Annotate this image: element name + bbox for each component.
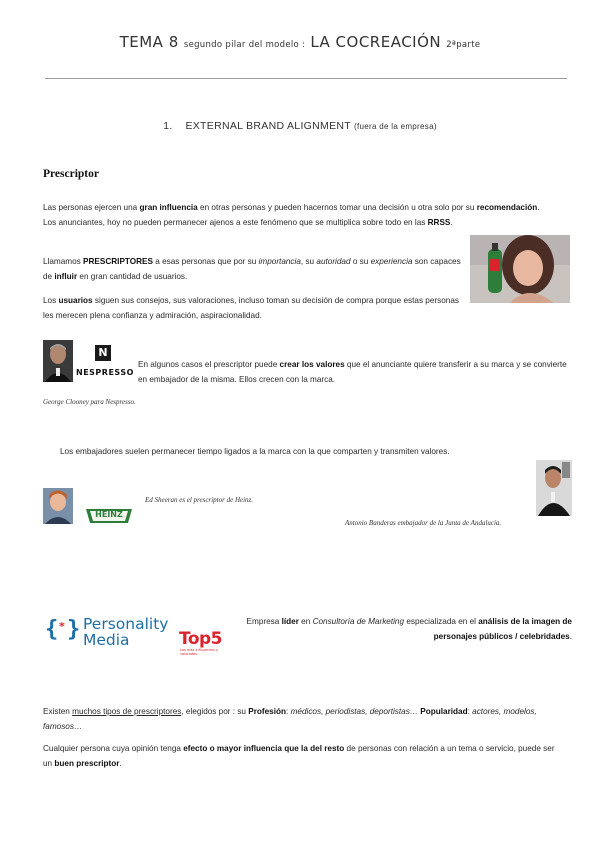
section-title <box>0 120 600 132</box>
paragraph-buen-prescriptor: Cualquier persona cuya opinión tenga efecto o mayor influencia que la del resto de personas con relación a un tema o servicio, puede ser un buen prescriptor. <box>43 744 555 768</box>
clooney-photo <box>43 340 73 382</box>
header-title-main: LA COCREACIÓN <box>310 33 442 51</box>
prescriptor-heading: Prescriptor <box>43 168 99 180</box>
nespresso-logo: NESPRESSO <box>76 368 134 377</box>
caption-banderas: Antonio Banderas embajador de la Junta de Andalucía. <box>345 519 502 527</box>
personality-media-line2: Media <box>83 631 130 649</box>
brace-close-icon: } <box>67 617 81 642</box>
heinz-logo-text: HEINZ <box>95 510 123 519</box>
paragraph-crear-valores: En algunos casos el prescriptor puede crear los valores que el anunciante quiere transferir a su marca y se convierte en embajador de la misma. Ellos crecen con la marca. <box>138 360 567 384</box>
header-divider <box>45 78 567 79</box>
sheeran-photo <box>43 488 73 524</box>
header-tema: TEMA 8 <box>119 33 179 51</box>
header-subtitle: segundo pilar del modelo : <box>183 40 306 50</box>
paragraph-influence: Las personas ejercen una gran influencia en otras personas y pueden hacernos tomar una decisión u otra solo por su recomendación. Los anunciantes, hoy no pueden permanecer ajenos a este fenómeno que se multiplica sobre todo en las RRSS. <box>43 203 540 227</box>
influencer-photo <box>470 235 570 303</box>
document-header <box>0 32 600 51</box>
brace-open-icon: { <box>45 617 59 642</box>
nespresso-n-icon: N <box>95 345 111 361</box>
section-heading: EXTERNAL BRAND ALIGNMENT <box>185 120 351 132</box>
section-number: 1. <box>163 120 173 132</box>
paragraph-usuarios: Los usuarios siguen sus consejos, sus valoraciones, incluso toman su decisión de compra porque estas personas les merecen plena confianza y admiración, aspiracionalidad. <box>43 296 459 320</box>
banderas-photo <box>536 460 572 516</box>
top5-tagline: Los más influyentes y valorados <box>180 648 219 656</box>
section-subtitle: (fuera de la empresa) <box>354 122 437 131</box>
paragraph-prescriptores: Llamamos PRESCRIPTORES a esas personas que por su importancia, su autoridad o su experiencia son capaces de influir en gran cantidad de usuarios. <box>43 257 461 281</box>
paragraph-empresa-lider: Empresa líder en Consultoría de Marketing especializada en el análisis de la imagen de personajes públicos / celebridades. <box>246 617 572 641</box>
heinz-logo <box>84 505 134 527</box>
star-icon: * <box>59 620 65 633</box>
personality-media-logo <box>45 616 170 650</box>
top5-logo: Top5 <box>179 629 223 649</box>
paragraph-embajadores: Los embajadores suelen permanecer tiempo ligados a la marca con la que comparten y transmiten valores. <box>60 447 450 456</box>
header-part: 2ªparte <box>446 40 481 50</box>
paragraph-tipos-prescriptores: Existen muchos tipos de prescriptores, elegidos por : su Profesión: médicos, periodistas, deportistas… Popularidad: actores, modelos, famosos… <box>43 707 537 731</box>
personality-media-line1: Personality <box>83 615 169 633</box>
caption-sheeran: Ed Sheeran es el prescriptor de Heinz. <box>145 496 254 504</box>
caption-clooney: George Clooney para Nespresso. <box>43 398 136 406</box>
